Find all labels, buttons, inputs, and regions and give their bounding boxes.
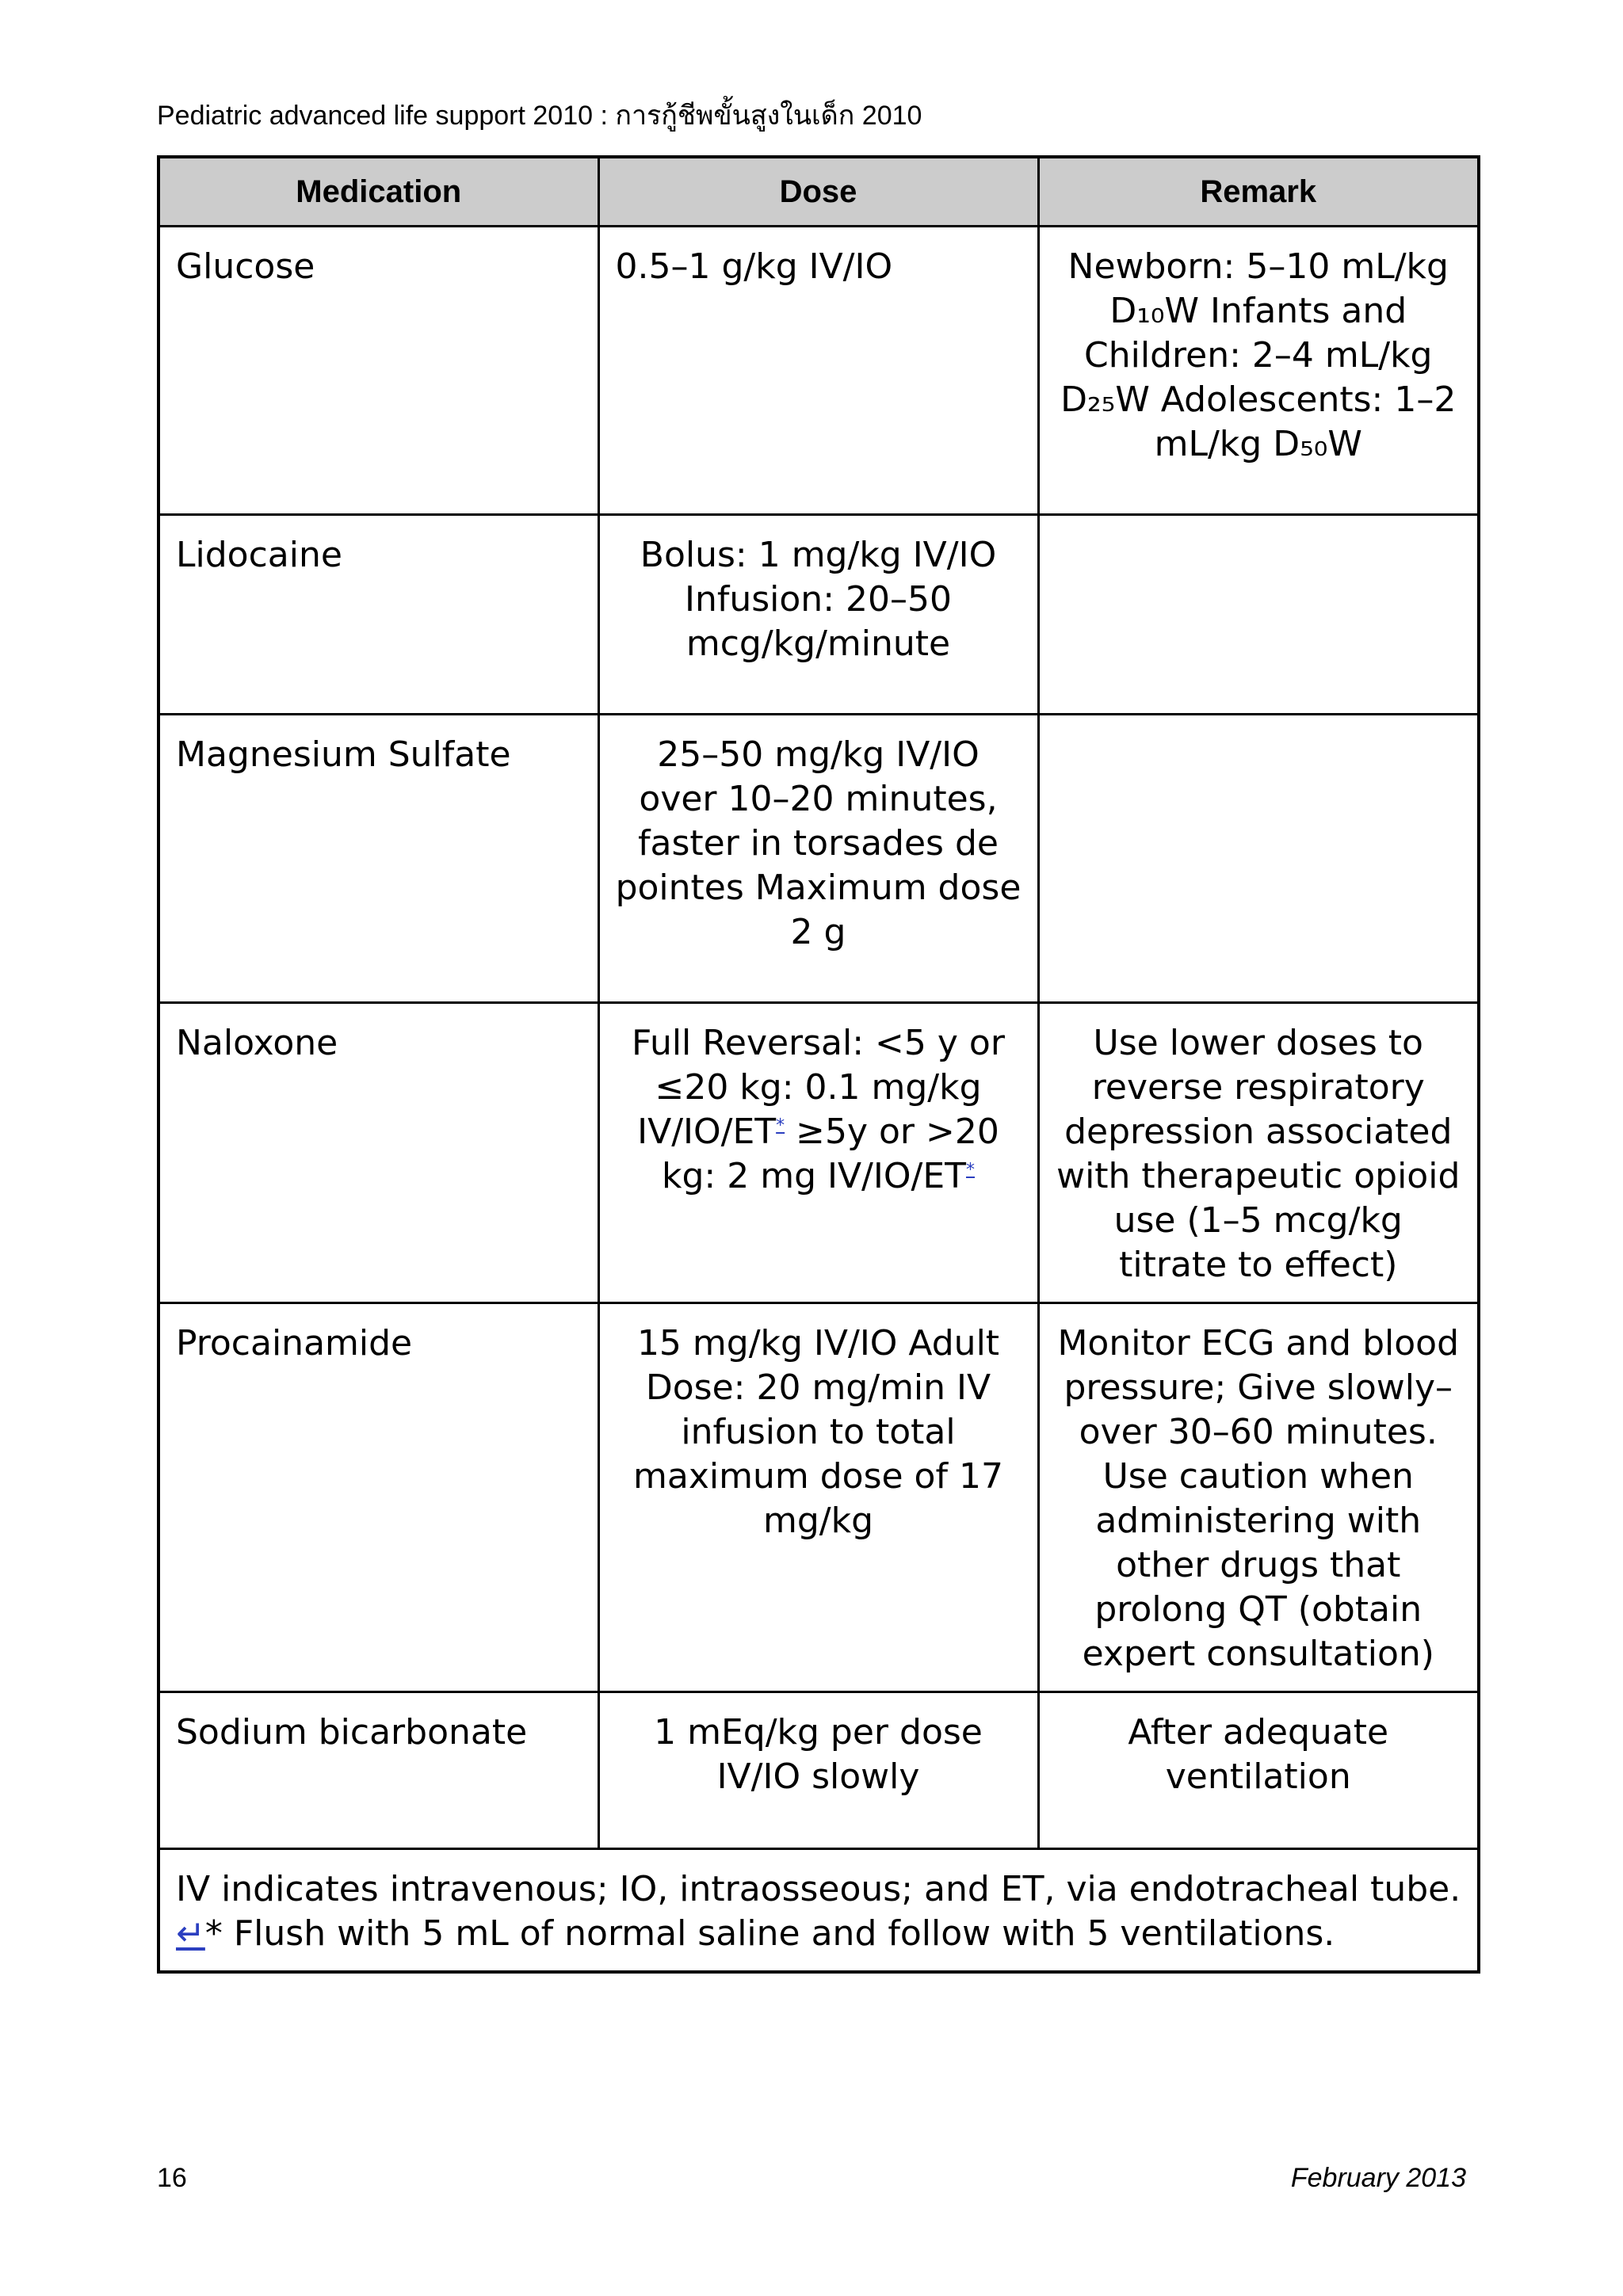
dose-cell: 15 mg/kg IV/IO Adult Dose: 20 mg/min IV infusion to total maximum dose of 17 mg/kg — [598, 1303, 1038, 1692]
footnote-cell — [158, 1849, 1479, 1973]
remark-cell: Newborn: 5–10 mL/kg D₁₀W Infants and Children: 2–4 mL/kg D₂₅W Adolescents: 1–2 mL/kg D₅₀W — [1038, 227, 1479, 515]
footnote-row — [158, 1849, 1479, 1973]
dose-cell — [598, 1003, 1038, 1303]
medication-cell: Lidocaine — [158, 515, 598, 715]
medication-cell: Glucose — [158, 227, 598, 515]
remark-cell: Monitor ECG and blood pressure; Give slowly–over 30–60 minutes. Use caution when administering with other drugs that prolong QT (obtain expert consultation) — [1038, 1303, 1479, 1692]
remark-cell: After adequate ventilation — [1038, 1692, 1479, 1849]
table-row — [158, 1003, 1479, 1303]
dose-text-part1: Full Reversal: <5 y or ≤20 kg: 0.1 mg/kg IV/IO/ET — [632, 1023, 1005, 1152]
table-row — [158, 227, 1479, 515]
table-row — [158, 1692, 1479, 1849]
medication-cell: Naloxone — [158, 1003, 598, 1303]
footnote-abbreviations: IV indicates intravenous; IO, intraosseous; and ET, via endotracheal tube. — [176, 1869, 1461, 1909]
column-header-dose: Dose — [598, 157, 1038, 227]
table-header-row — [158, 157, 1479, 227]
footnote-link[interactable]: * — [776, 1116, 785, 1136]
dose-cell: 1 mEq/kg per dose IV/IO slowly — [598, 1692, 1038, 1849]
publication-date: February 2013 — [1290, 2163, 1466, 2193]
footnote-flush — [176, 1912, 1461, 1956]
footnote-link[interactable]: * — [966, 1160, 975, 1180]
column-header-medication: Medication — [158, 157, 598, 227]
table-row — [158, 715, 1479, 1003]
table-row — [158, 1303, 1479, 1692]
medication-table-container — [157, 155, 1477, 1974]
footnote-flush-text: * Flush with 5 mL of normal saline and follow with 5 ventilations. — [204, 1913, 1335, 1954]
table-row — [158, 515, 1479, 715]
running-header: Pediatric advanced life support 2010 : การกู้ชีพขั้นสูงในเด็ก 2010 — [157, 101, 922, 131]
medication-table — [157, 155, 1480, 1974]
dose-cell: 0.5–1 g/kg IV/IO — [598, 227, 1038, 515]
remark-cell — [1038, 715, 1479, 1003]
medication-cell: Magnesium Sulfate — [158, 715, 598, 1003]
dose-cell: 25–50 mg/kg IV/IO over 10–20 minutes, faster in torsades de pointes Maximum dose 2 g — [598, 715, 1038, 1003]
remark-cell: Use lower doses to reverse respiratory depression associated with therapeutic opioid use (1–5 mcg/kg titrate to effect) — [1038, 1003, 1479, 1303]
page-number: 16 — [157, 2163, 187, 2193]
medication-cell: Sodium bicarbonate — [158, 1692, 598, 1849]
column-header-remark: Remark — [1038, 157, 1479, 227]
return-arrow-icon[interactable]: ↵ — [176, 1913, 205, 1954]
remark-cell — [1038, 515, 1479, 715]
dose-cell: Bolus: 1 mg/kg IV/IO Infusion: 20–50 mcg/kg/minute — [598, 515, 1038, 715]
medication-cell: Procainamide — [158, 1303, 598, 1692]
dose-text-part2: ≥5y or >20 kg: 2 mg IV/IO/ET — [662, 1112, 999, 1196]
